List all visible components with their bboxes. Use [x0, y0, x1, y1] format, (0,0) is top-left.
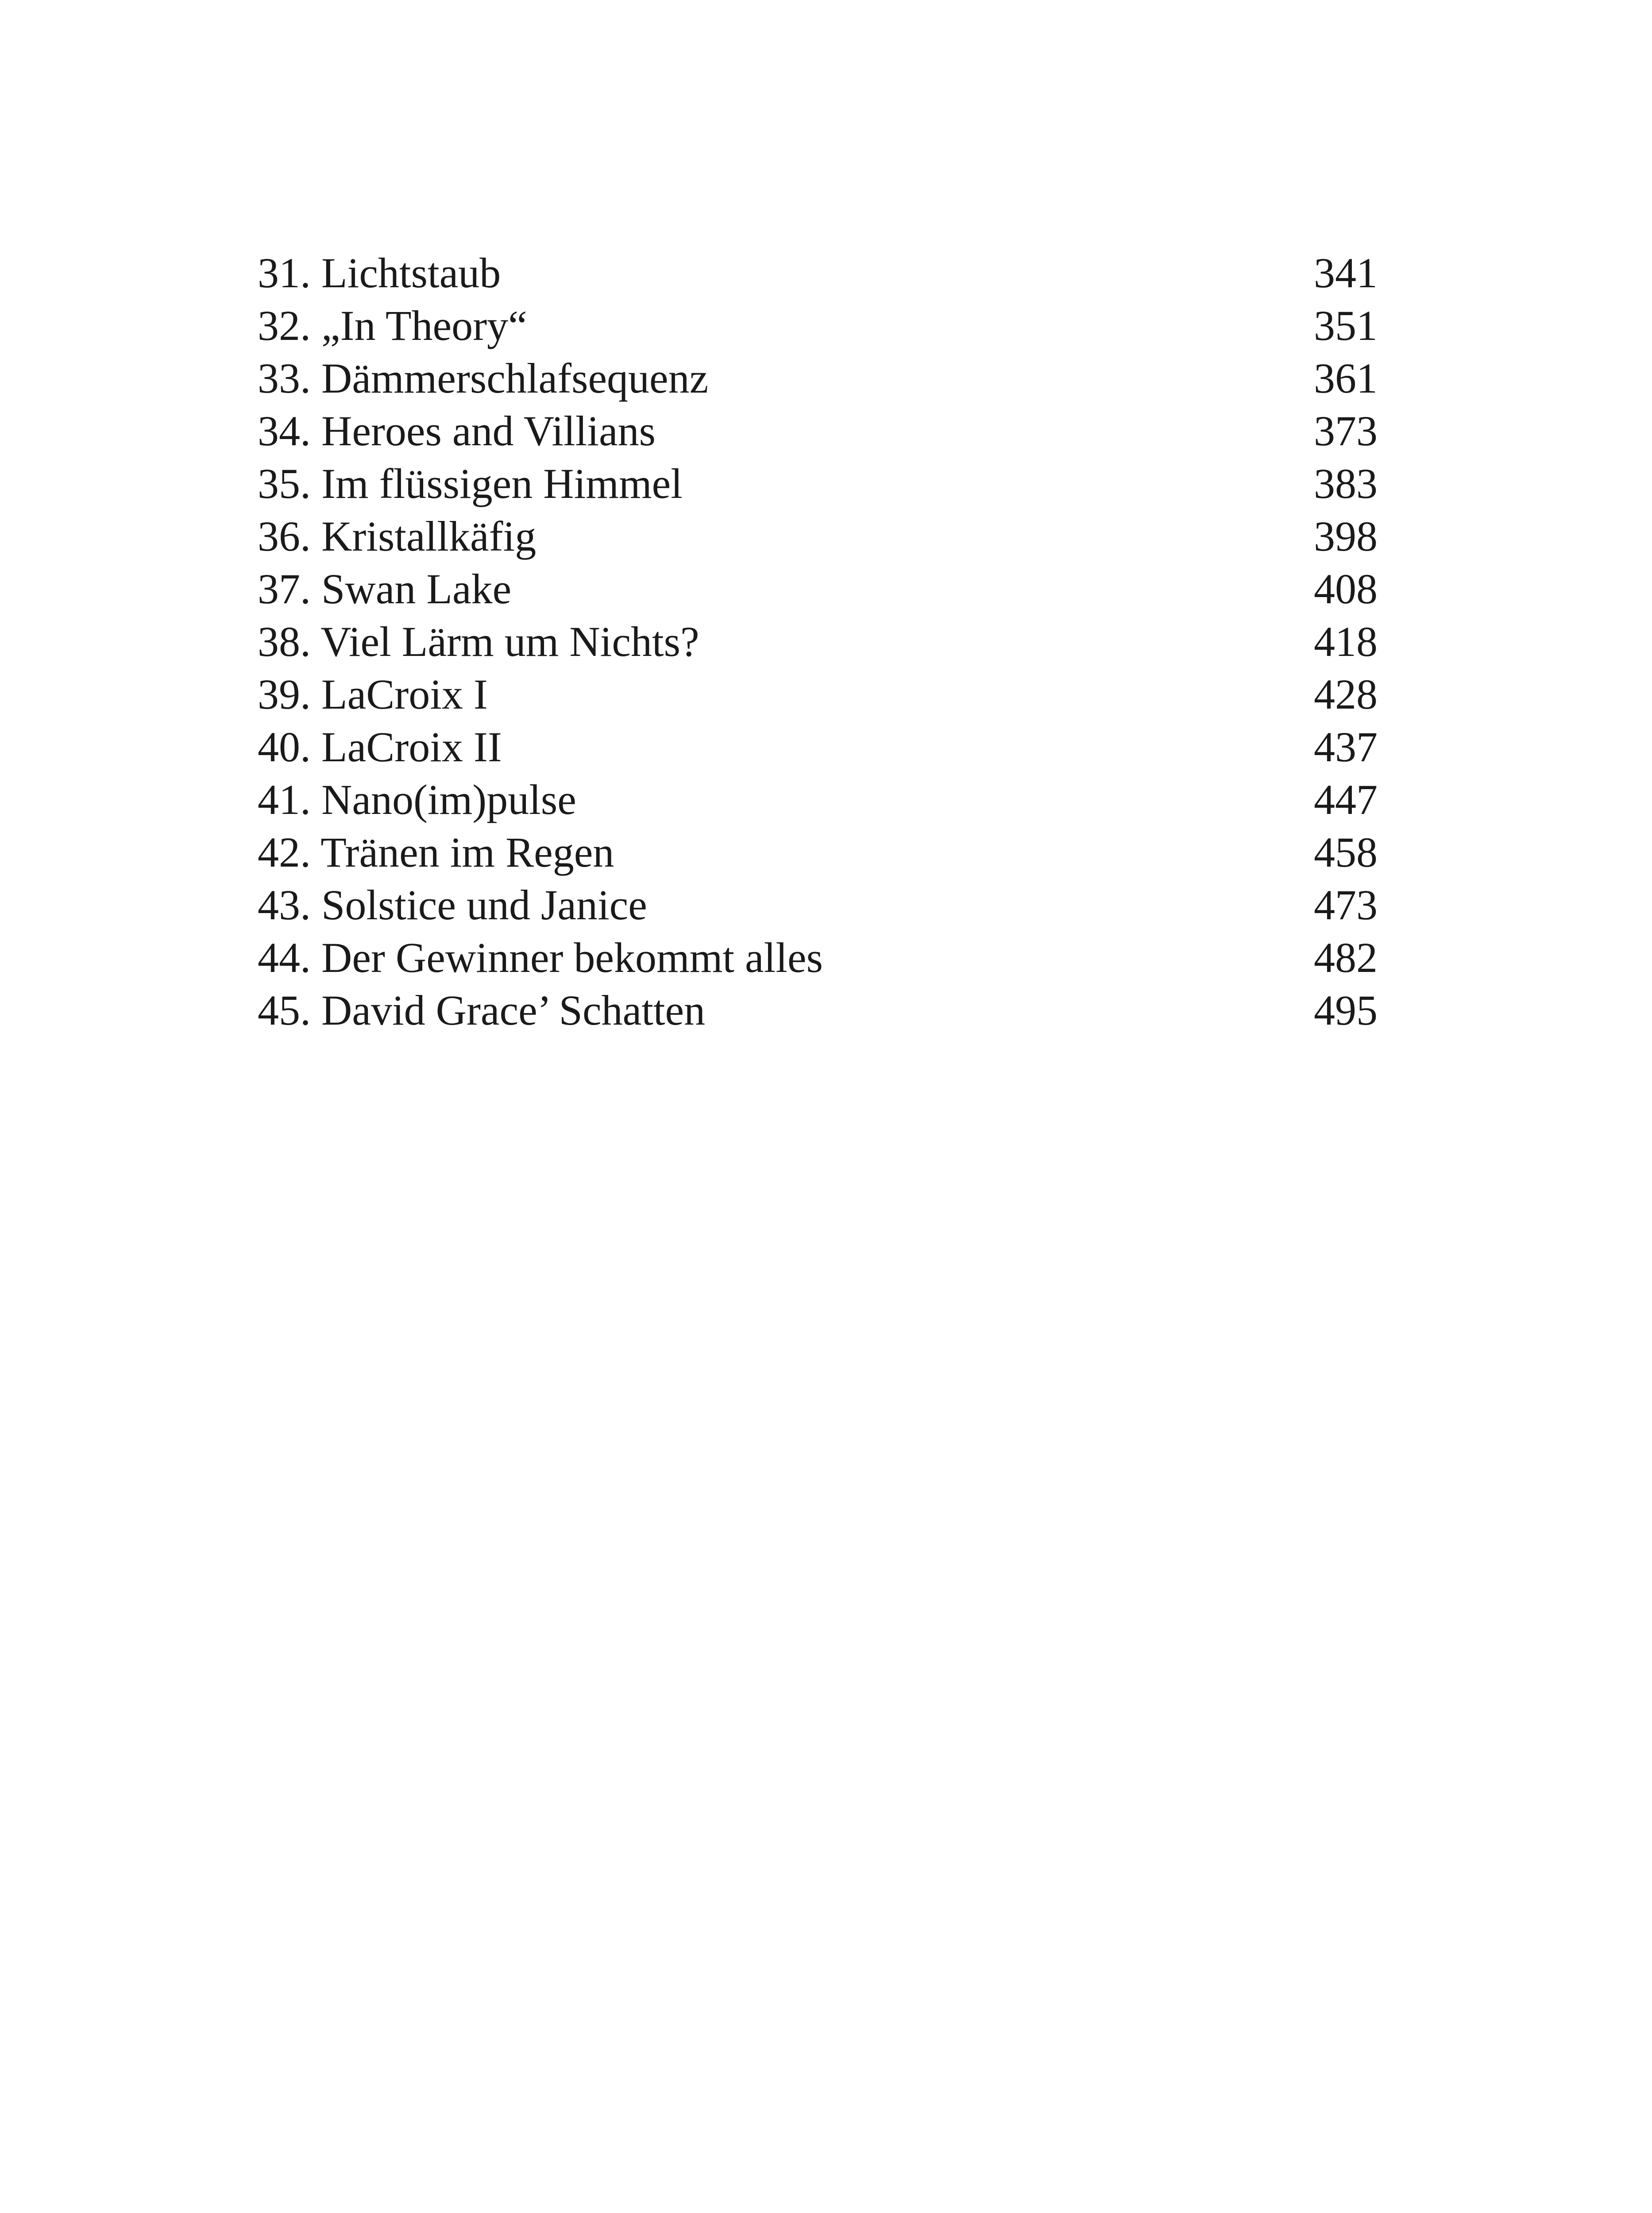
toc-entry-title: 42. Tränen im Regen [258, 829, 614, 876]
toc-entry-title: 40. LaCroix II [258, 723, 502, 771]
toc-entry-title: 37. Swan Lake [258, 565, 512, 613]
toc-entry [258, 405, 1378, 457]
toc-entry [258, 615, 1378, 668]
toc-entry-page-number: 473 [1314, 881, 1378, 929]
toc-entry-title: 38. Viel Lärm um Nichts? [258, 618, 699, 665]
toc-entry [258, 457, 1378, 510]
toc-entry [258, 931, 1378, 984]
toc-entry [258, 721, 1378, 773]
toc-entry-title: 33. Dämmerschlafsequenz [258, 355, 709, 402]
toc-entry [258, 352, 1378, 405]
toc-entry-title: 35. Im flüssigen Himmel [258, 460, 683, 507]
toc-entry [258, 984, 1378, 1037]
toc-entry [258, 510, 1378, 563]
toc-entry-page-number: 408 [1314, 565, 1378, 613]
toc-entry-page-number: 418 [1314, 618, 1378, 665]
toc-entry [258, 563, 1378, 615]
toc-entry [258, 668, 1378, 721]
toc-entry-title: 34. Heroes and Villians [258, 407, 656, 455]
toc-entry-title: 41. Nano(im)pulse [258, 776, 576, 823]
toc-entry-page-number: 361 [1314, 355, 1378, 402]
toc-entry-title: 36. Kristallkäfig [258, 513, 537, 560]
toc-entry-page-number: 437 [1314, 723, 1378, 771]
toc-entry-page-number: 428 [1314, 671, 1378, 718]
toc-entry [258, 299, 1378, 352]
toc-entry-page-number: 351 [1314, 302, 1378, 349]
toc-entry-page-number: 383 [1314, 460, 1378, 507]
toc-entry [258, 247, 1378, 299]
toc-entry-page-number: 398 [1314, 513, 1378, 560]
toc-entry [258, 826, 1378, 879]
toc-entry [258, 879, 1378, 931]
toc-entry [258, 773, 1378, 826]
toc-entry-title: 43. Solstice und Janice [258, 881, 647, 929]
toc-entry-page-number: 458 [1314, 829, 1378, 876]
toc-entry-title: 45. David Grace’ Schatten [258, 987, 706, 1034]
toc-entry-page-number: 495 [1314, 987, 1378, 1034]
toc-entry-page-number: 373 [1314, 407, 1378, 455]
toc-entry-page-number: 341 [1314, 249, 1378, 297]
toc-entry-title: 31. Lichtstaub [258, 249, 501, 297]
toc-entry-title: 44. Der Gewinner bekommt alles [258, 934, 823, 981]
toc-entry-title: 39. LaCroix I [258, 671, 488, 718]
toc-entry-page-number: 482 [1314, 934, 1378, 981]
toc-entry-title: 32. „In Theory“ [258, 302, 527, 349]
table-of-contents [258, 247, 1378, 1037]
toc-entry-page-number: 447 [1314, 776, 1378, 823]
